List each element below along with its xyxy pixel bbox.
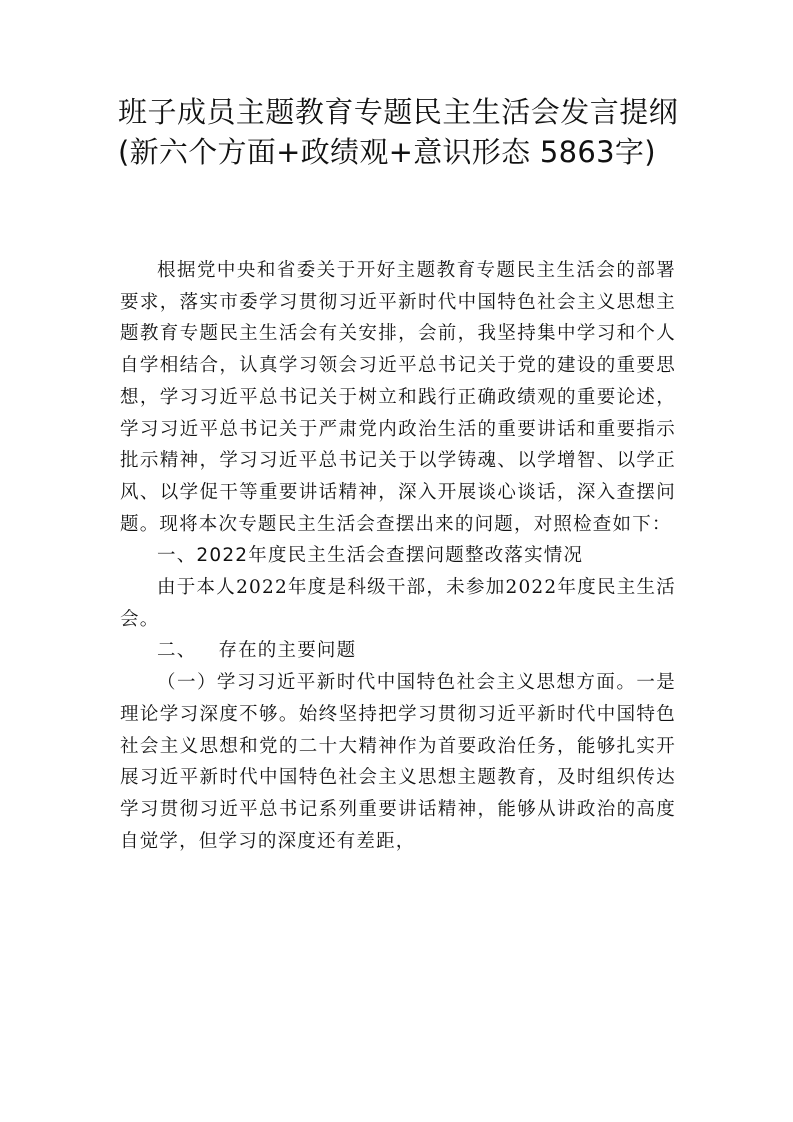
document-title: 班子成员主题教育专题民主生活会发言提纲(新六个方面+政绩观+意识形态 5863字) bbox=[118, 95, 678, 169]
section-heading-2-text: 存在的主要问题 bbox=[218, 640, 357, 662]
paragraph-study-issues: （一）学习习近平新时代中国特色社会主义思想方面。一是理论学习深度不够。始终坚持把学习贯彻习近平新时代中国特色社会主义思想和党的二十大精神作为首要政治任务，能够扎实开展习近平新时代中国特色社会主义思想主题教育，及时组织传达学习贯彻习近平总书记系列重要讲话精神，能够从讲政治的高度自觉学，但学习的深度还有差距， bbox=[120, 672, 676, 852]
section-heading-2 bbox=[120, 635, 676, 667]
paragraph-2022-status: 由于本人2022年度是科级干部，未参加2022年度民主生活会。 bbox=[120, 577, 676, 630]
section-heading-1: 一、2022年度民主生活会查摆问题整改落实情况 bbox=[157, 545, 584, 567]
section-heading-2-number: 二、 bbox=[157, 640, 197, 662]
document-body bbox=[120, 255, 676, 857]
intro-paragraph: 根据党中央和省委关于开好主题教育专题民主生活会的部署要求，落实市委学习贯彻习近平新时代中国特色社会主义思想主题教育专题民主生活会有关安排，会前，我坚持集中学习和个人自学相结合，认真学习领会习近平总书记关于党的建设的重要思想，学习习近平总书记关于树立和践行正确政绩观的重要论述，学习习近平总书记关于严肃党内政治生活的重要讲话和重要指示批示精神，学习习近平总书记关于以学铸魂、以学增智、以学正风、以学促干等重要讲话精神，深入开展谈心谈话，深入查摆问题。现将本次专题民主生活会查摆出来的问题，对照检查如下： bbox=[120, 260, 676, 535]
